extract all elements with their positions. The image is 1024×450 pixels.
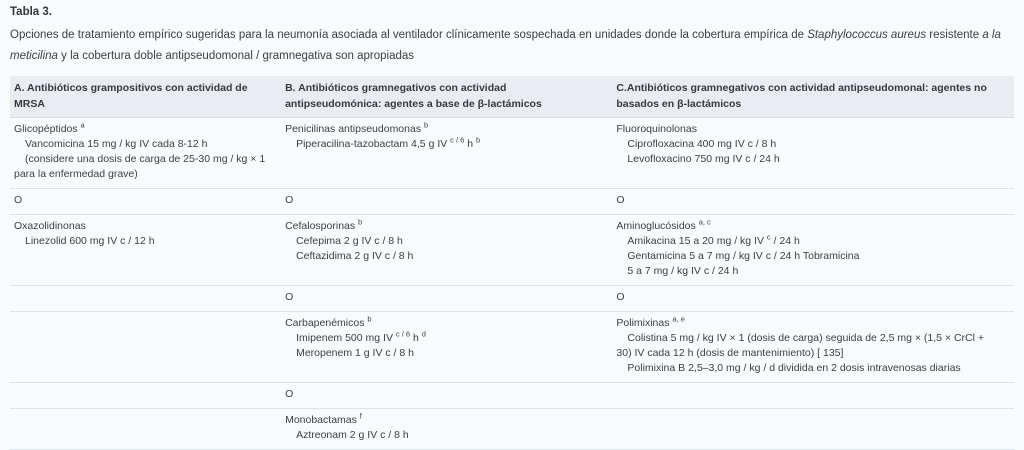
table-row	[10, 409, 1014, 450]
drug-class-label: Glicopéptidos $^a$	[14, 120, 85, 135]
drug-entry: Vancomicina 15 mg / kg IV cada 8-12 h	[25, 138, 208, 150]
footnote-marker: a	[80, 120, 85, 130]
drug-class-label: Cefalosporinas $^b$	[285, 217, 363, 232]
table-cell	[10, 286, 281, 312]
drug-class-label: O	[285, 194, 294, 206]
footnote-marker: b	[367, 314, 372, 324]
table-cell	[281, 118, 612, 189]
drug-class-label: O	[285, 388, 294, 400]
drug-class-label: O	[616, 194, 625, 206]
column-header-gram-positive: A. Antibióticos grampositivos con actividad de MRSA	[10, 76, 281, 118]
drug-entry: Meropenem 1 g IV c / 8 h	[296, 347, 414, 359]
drug-class-label: Monobactamas $^f$	[285, 411, 362, 426]
table-cell	[281, 409, 612, 450]
table-row	[10, 312, 1014, 383]
table-cell	[612, 409, 1014, 450]
table-cell	[281, 215, 612, 286]
drug-entry: Ciprofloxacina 400 mg IV c / 8 h	[627, 138, 777, 150]
drug-entry: Piperacilina-tazobactam 4,5 g IV $^{c / 6}$ h $^b$	[296, 135, 481, 150]
drug-class-label: Aminoglucósidos $^{a, c}$	[616, 217, 711, 232]
table-cell	[10, 189, 281, 215]
footnote-marker: d	[421, 329, 426, 339]
italic-term: a la meticilina	[10, 29, 1001, 62]
table-cell	[612, 215, 1014, 286]
footnote-marker: c / 6	[395, 329, 411, 339]
table-cell	[10, 215, 281, 286]
drug-class-label: Carbapenémicos $^b$	[285, 314, 372, 329]
drug-entry: Imipenem 500 mg IV $^{c / 6}$ h $^d$	[296, 329, 426, 344]
table-cell	[281, 189, 612, 215]
table-description: Opciones de tratamiento empírico sugeridas para la neumonía asociada al ventilador clínicamente sospechada en unidades donde la cobertura empírica de Staphylococcus aureus resistente a la meticilina y la cobertura doble antipseudomonal / gramnegativa son apropiadas	[10, 29, 1001, 62]
column-header-gram-negative-beta-lactam: B. Antibióticos gramnegativos con actividad antipseudomónica: agentes a base de β-lactámicos	[281, 76, 612, 118]
drug-class-label: Penicilinas antipseudomonas $^b$	[285, 120, 429, 135]
drug-entry: 5 a 7 mg / kg IV c / 24 h	[627, 265, 739, 277]
drug-entry: Ceftazidima 2 g IV c / 8 h	[296, 250, 414, 262]
table-cell	[10, 118, 281, 189]
drug-entry: Gentamicina 5 a 7 mg / kg IV c / 24 h Tobramicina	[627, 250, 860, 262]
footnote-marker: c	[766, 232, 771, 242]
table-cell	[281, 286, 612, 312]
table-row	[10, 286, 1014, 312]
footnote-marker: f	[359, 411, 362, 421]
drug-entry: Levofloxacino 750 mg IV c / 24 h	[627, 153, 780, 165]
table-cell	[612, 286, 1014, 312]
table-cell	[612, 189, 1014, 215]
table-cell	[10, 312, 281, 383]
table-row	[10, 383, 1014, 409]
drug-class-label: Fluoroquinolonas	[616, 123, 697, 135]
table-body	[10, 118, 1014, 450]
drug-class-label: O	[616, 291, 625, 303]
footnote-marker: c / 6	[450, 135, 465, 145]
column-header-gram-negative-non-beta-lactam: C.Antibióticos gramnegativos con actividad antipseudomonal: agentes no basados en β-lactámicos	[612, 76, 1014, 118]
table-row	[10, 118, 1014, 189]
table-cell	[612, 312, 1014, 383]
footnote-marker: b	[358, 217, 363, 227]
drug-entry: (considere una dosis de carga de 25-30 mg / kg × 1 para la enfermedad grave)	[14, 153, 266, 180]
drug-class-label: Polimixinas $^{a, e}$	[616, 314, 685, 329]
drug-entry: Polimixina B 2,5–3,0 mg / kg / d dividida en 2 dosis intravenosas diarias	[627, 362, 961, 374]
drug-class-label: O	[285, 291, 294, 303]
footnote-marker: b	[424, 120, 429, 130]
table-title: Tabla 3.	[10, 6, 52, 18]
footnote-marker: b	[476, 135, 481, 145]
table-cell	[10, 409, 281, 450]
italic-term: Staphylococcus aureus	[807, 29, 927, 41]
drug-class-label: O	[14, 194, 23, 206]
footnote-marker: a, e	[672, 314, 685, 324]
drug-class-label: Oxazolidinonas	[14, 220, 86, 232]
table-row	[10, 215, 1014, 286]
drug-entry: Cefepima 2 g IV c / 8 h	[296, 235, 403, 247]
table-cell	[281, 312, 612, 383]
table-cell	[281, 383, 612, 409]
table-cell	[10, 383, 281, 409]
header-row	[10, 76, 1014, 118]
drug-entry: Linezolid 600 mg IV c / 12 h	[25, 235, 155, 247]
treatment-options-table	[10, 76, 1014, 450]
drug-entry: Amikacina 15 a 20 mg / kg IV $^c$ / 24 h	[627, 232, 800, 247]
footnote-marker: a, c	[698, 217, 711, 227]
table-cell	[612, 383, 1014, 409]
drug-entry: Colistina 5 mg / kg IV × 1 (dosis de carga) seguida de 2,5 mg × (1,5 × CrCl + 30) IV cada 12 h (dosis de mantenimiento) [ 135]	[616, 332, 984, 359]
table-row	[10, 189, 1014, 215]
table-cell	[612, 118, 1014, 189]
drug-entry: Aztreonam 2 g IV c / 8 h	[296, 429, 409, 441]
